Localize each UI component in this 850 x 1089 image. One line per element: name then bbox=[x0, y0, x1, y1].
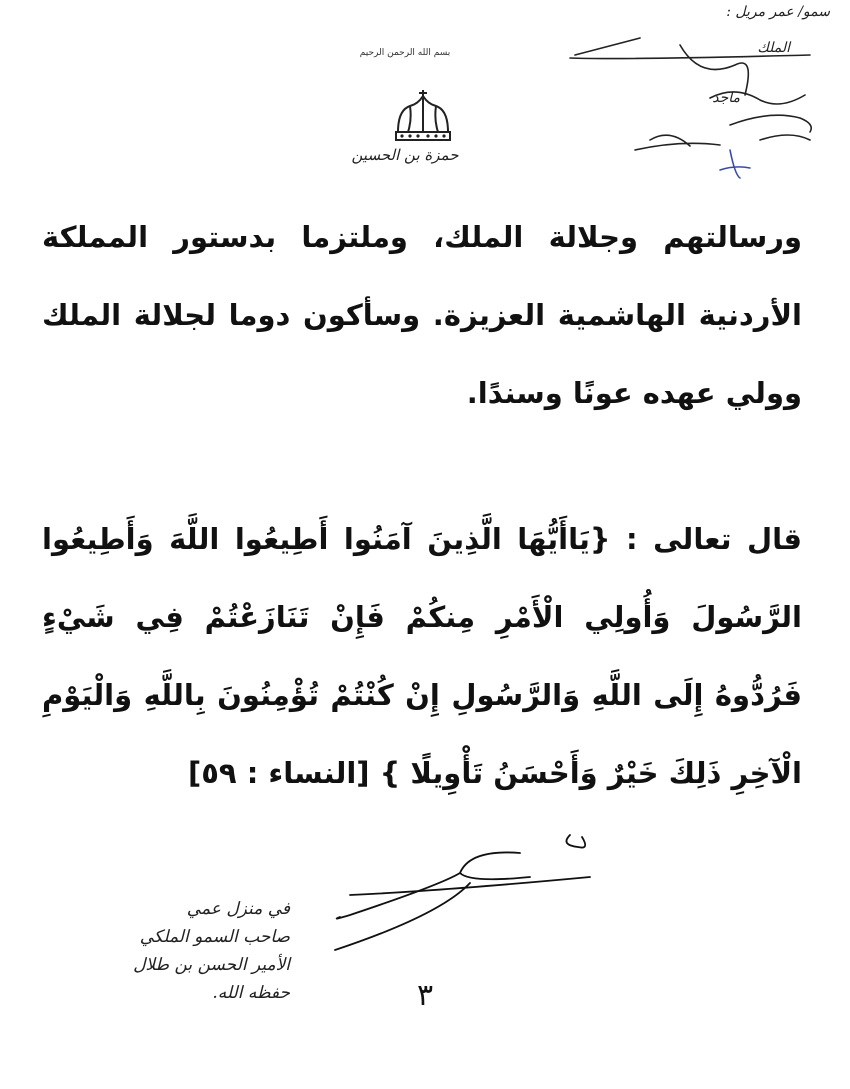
handwritten-scribbles bbox=[560, 0, 850, 190]
handwritten-address bbox=[60, 895, 290, 1007]
handwritten-notes bbox=[560, 0, 850, 190]
crown-icon bbox=[388, 88, 458, 144]
address-line-1: في منزل عمي bbox=[186, 899, 290, 919]
address-line-2: صاحب السمو الملكي bbox=[139, 927, 290, 947]
handnote-third: ماجد bbox=[712, 90, 740, 106]
signature bbox=[320, 825, 600, 955]
letterhead-name: حمزة بن الحسين bbox=[351, 146, 459, 164]
body-paragraph: ورسالتهم وجلالة الملك، وملتزما بدستور المملكة الأردنية الهاشمية العزيزة. وسأكون دوما لجلالة الملك وولي عهده عونًا وسندًا. bbox=[42, 220, 802, 410]
letterhead bbox=[340, 40, 470, 170]
page-number: ٣ bbox=[416, 978, 434, 1013]
address-line-3: الأمير الحسن بن طلال bbox=[133, 955, 290, 975]
handnote-top: سمو/ عمر مريل : bbox=[726, 4, 830, 20]
address-line-4: حفظه الله. bbox=[212, 983, 290, 1003]
basmala: بسم الله الرحمن الرحيم bbox=[359, 48, 451, 58]
handnote-second: الملك bbox=[757, 40, 790, 56]
quran-verse: قال تعالى : {يَاأَيُّهَا الَّذِينَ آمَنُوا أَطِيعُوا اللَّهَ وَأَطِيعُوا الرَّسُولَ وَأُولِي الْأَمْرِ مِنكُمْ فَإِنْ تَنَازَعْتُمْ فِي شَيْءٍ فَرُدُّوهُ إِلَى اللَّهِ وَالرَّسُولِ إِنْ كُنْتُمْ تُؤْمِنُونَ بِاللَّهِ وَالْيَوْمِ الْآخِرِ ذَلِكَ خَيْرٌ وَأَحْسَنُ تَأْوِيلًا } [النساء : ٥٩] bbox=[42, 522, 802, 790]
